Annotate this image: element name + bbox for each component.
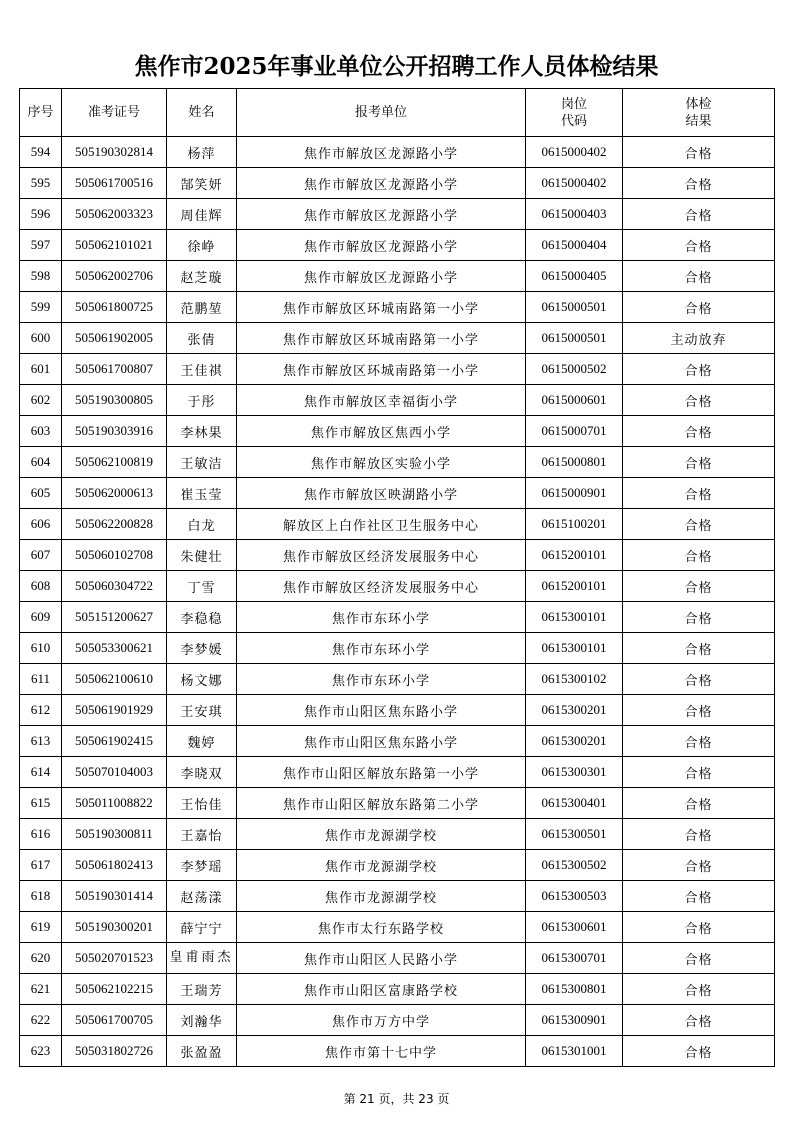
cell-seq: 617 [20, 850, 62, 881]
cell-post-code: 0615300101 [526, 602, 623, 633]
results-table [19, 88, 775, 1067]
cell-post-code: 0615300301 [526, 757, 623, 788]
cell-unit: 焦作市解放区经济发展服务中心 [237, 571, 526, 602]
cell-unit: 焦作市解放区映湖路小学 [237, 478, 526, 509]
cell-unit: 焦作市东环小学 [237, 664, 526, 695]
table-row [20, 354, 775, 385]
cell-post-code: 0615000801 [526, 447, 623, 478]
cell-exam-number: 505062100819 [62, 447, 167, 478]
cell-unit: 焦作市万方中学 [237, 1005, 526, 1036]
header-row [20, 89, 775, 137]
cell-result: 合格 [623, 912, 775, 943]
cell-post-code: 0615300502 [526, 850, 623, 881]
cell-seq: 619 [20, 912, 62, 943]
cell-seq: 623 [20, 1036, 62, 1067]
cell-result: 合格 [623, 881, 775, 912]
header-post-code: 岗位 代码 [526, 89, 623, 137]
cell-name: 周佳辉 [167, 199, 237, 230]
table-row [20, 168, 775, 199]
cell-seq: 622 [20, 1005, 62, 1036]
cell-exam-number: 505190300201 [62, 912, 167, 943]
cell-exam-number: 505061902005 [62, 323, 167, 354]
cell-result: 合格 [623, 416, 775, 447]
cell-exam-number: 505062003323 [62, 199, 167, 230]
cell-exam-number: 505020701523 [62, 943, 167, 974]
cell-seq: 603 [20, 416, 62, 447]
cell-exam-number: 505061902415 [62, 726, 167, 757]
cell-post-code: 0615000601 [526, 385, 623, 416]
cell-name: 朱健壮 [167, 540, 237, 571]
cell-seq: 599 [20, 292, 62, 323]
cell-post-code: 0615300503 [526, 881, 623, 912]
cell-result: 合格 [623, 633, 775, 664]
cell-seq: 612 [20, 695, 62, 726]
cell-name: 白龙 [167, 509, 237, 540]
cell-exam-number: 505062101021 [62, 230, 167, 261]
table-row [20, 540, 775, 571]
cell-result: 合格 [623, 974, 775, 1005]
table-row [20, 1005, 775, 1036]
cell-result: 合格 [623, 292, 775, 323]
cell-unit: 焦作市解放区龙源路小学 [237, 199, 526, 230]
cell-post-code: 0615000403 [526, 199, 623, 230]
table-header [20, 89, 775, 137]
cell-unit: 焦作市山阳区焦东路小学 [237, 695, 526, 726]
cell-unit: 焦作市山阳区焦东路小学 [237, 726, 526, 757]
cell-post-code: 0615000404 [526, 230, 623, 261]
cell-post-code: 0615300501 [526, 819, 623, 850]
table-row [20, 416, 775, 447]
cell-name: 崔玉莹 [167, 478, 237, 509]
cell-seq: 601 [20, 354, 62, 385]
cell-seq: 595 [20, 168, 62, 199]
cell-unit: 焦作市太行东路学校 [237, 912, 526, 943]
cell-name: 李晓双 [167, 757, 237, 788]
cell-name: 王怡佳 [167, 788, 237, 819]
cell-post-code: 0615000402 [526, 168, 623, 199]
cell-result: 合格 [623, 726, 775, 757]
cell-post-code: 0615300201 [526, 695, 623, 726]
cell-result: 合格 [623, 447, 775, 478]
table-row [20, 230, 775, 261]
cell-post-code: 0615300101 [526, 633, 623, 664]
cell-exam-number: 505060102708 [62, 540, 167, 571]
cell-result: 合格 [623, 788, 775, 819]
cell-unit: 焦作市龙源湖学校 [237, 819, 526, 850]
cell-unit: 焦作市东环小学 [237, 602, 526, 633]
cell-unit: 焦作市解放区龙源路小学 [237, 230, 526, 261]
table-row [20, 974, 775, 1005]
table-row [20, 478, 775, 509]
cell-unit: 焦作市解放区实验小学 [237, 447, 526, 478]
cell-unit: 解放区上白作社区卫生服务中心 [237, 509, 526, 540]
cell-seq: 597 [20, 230, 62, 261]
cell-seq: 609 [20, 602, 62, 633]
cell-post-code: 0615100201 [526, 509, 623, 540]
cell-result: 合格 [623, 943, 775, 974]
cell-exam-number: 505190303916 [62, 416, 167, 447]
cell-exam-number: 505053300621 [62, 633, 167, 664]
cell-seq: 605 [20, 478, 62, 509]
table-body [20, 137, 775, 1067]
cell-exam-number: 505190300811 [62, 819, 167, 850]
cell-result: 合格 [623, 509, 775, 540]
cell-seq: 594 [20, 137, 62, 168]
table-row [20, 757, 775, 788]
cell-post-code: 0615301001 [526, 1036, 623, 1067]
cell-seq: 620 [20, 943, 62, 974]
cell-post-code: 0615300801 [526, 974, 623, 1005]
cell-name: 王佳祺 [167, 354, 237, 385]
cell-exam-number: 505062100610 [62, 664, 167, 695]
cell-result: 合格 [623, 850, 775, 881]
cell-result: 合格 [623, 819, 775, 850]
cell-result: 合格 [623, 137, 775, 168]
cell-seq: 613 [20, 726, 62, 757]
cell-unit: 焦作市解放区龙源路小学 [237, 261, 526, 292]
cell-unit: 焦作市解放区焦西小学 [237, 416, 526, 447]
table-row [20, 881, 775, 912]
cell-seq: 618 [20, 881, 62, 912]
page-footer: 第 21 页，共 23 页 [343, 1092, 450, 1106]
cell-post-code: 0615300701 [526, 943, 623, 974]
cell-seq: 611 [20, 664, 62, 695]
table-row [20, 664, 775, 695]
cell-result: 合格 [623, 230, 775, 261]
table-row [20, 447, 775, 478]
cell-unit: 焦作市解放区环城南路第一小学 [237, 292, 526, 323]
table-row [20, 633, 775, 664]
cell-seq: 602 [20, 385, 62, 416]
cell-post-code: 0615300201 [526, 726, 623, 757]
cell-name: 刘瀚华 [167, 1005, 237, 1036]
cell-unit: 焦作市山阳区解放东路第一小学 [237, 757, 526, 788]
cell-result: 合格 [623, 664, 775, 695]
cell-exam-number: 505061700516 [62, 168, 167, 199]
table-row [20, 571, 775, 602]
cell-exam-number: 505031802726 [62, 1036, 167, 1067]
cell-exam-number: 505011008822 [62, 788, 167, 819]
cell-result: 合格 [623, 199, 775, 230]
cell-result: 合格 [623, 354, 775, 385]
cell-name: 魏婷 [167, 726, 237, 757]
cell-result: 合格 [623, 478, 775, 509]
header-seq: 序号 [20, 89, 62, 137]
cell-result: 合格 [623, 385, 775, 416]
cell-exam-number: 505190302814 [62, 137, 167, 168]
cell-unit: 焦作市解放区环城南路第一小学 [237, 323, 526, 354]
cell-name: 张倩 [167, 323, 237, 354]
cell-name: 王嘉怡 [167, 819, 237, 850]
cell-exam-number: 505062000613 [62, 478, 167, 509]
cell-exam-number: 505061700807 [62, 354, 167, 385]
cell-unit: 焦作市解放区龙源路小学 [237, 168, 526, 199]
table-row [20, 1036, 775, 1067]
table-row [20, 788, 775, 819]
cell-seq: 610 [20, 633, 62, 664]
cell-unit: 焦作市山阳区解放东路第二小学 [237, 788, 526, 819]
cell-unit: 焦作市解放区环城南路第一小学 [237, 354, 526, 385]
table-row [20, 323, 775, 354]
cell-result: 合格 [623, 168, 775, 199]
cell-post-code: 0615300102 [526, 664, 623, 695]
cell-name: 丁雪 [167, 571, 237, 602]
cell-post-code: 0615000701 [526, 416, 623, 447]
cell-seq: 600 [20, 323, 62, 354]
cell-post-code: 0615000405 [526, 261, 623, 292]
cell-name: 李稳稳 [167, 602, 237, 633]
cell-result: 合格 [623, 1005, 775, 1036]
cell-result: 合格 [623, 602, 775, 633]
cell-unit: 焦作市解放区龙源路小学 [237, 137, 526, 168]
cell-name: 赵荡漾 [167, 881, 237, 912]
cell-seq: 606 [20, 509, 62, 540]
cell-seq: 607 [20, 540, 62, 571]
header-result: 体检 结果 [623, 89, 775, 137]
cell-result: 合格 [623, 261, 775, 292]
cell-post-code: 0615000502 [526, 354, 623, 385]
table-row [20, 137, 775, 168]
cell-result: 合格 [623, 540, 775, 571]
cell-name: 于彤 [167, 385, 237, 416]
cell-unit: 焦作市解放区经济发展服务中心 [237, 540, 526, 571]
cell-seq: 615 [20, 788, 62, 819]
table-row [20, 819, 775, 850]
cell-name: 李梦瑶 [167, 850, 237, 881]
cell-exam-number: 505061700705 [62, 1005, 167, 1036]
cell-exam-number: 505062200828 [62, 509, 167, 540]
table-row [20, 602, 775, 633]
cell-unit: 焦作市第十七中学 [237, 1036, 526, 1067]
cell-exam-number: 505062002706 [62, 261, 167, 292]
table-row [20, 943, 775, 974]
cell-post-code: 0615000501 [526, 323, 623, 354]
table-row [20, 261, 775, 292]
cell-exam-number: 505061802413 [62, 850, 167, 881]
cell-name: 李梦媛 [167, 633, 237, 664]
cell-result: 合格 [623, 695, 775, 726]
table-row [20, 912, 775, 943]
cell-result: 主动放弃 [623, 323, 775, 354]
cell-name: 杨文娜 [167, 664, 237, 695]
cell-name: 皇甫雨杰 [167, 943, 237, 974]
cell-unit: 焦作市山阳区人民路小学 [237, 943, 526, 974]
cell-name: 王安琪 [167, 695, 237, 726]
cell-name: 范鹏堃 [167, 292, 237, 323]
cell-name: 张盈盈 [167, 1036, 237, 1067]
table-row [20, 199, 775, 230]
document-title: 焦作市2025年事业单位公开招聘工作人员体检结果 [134, 53, 659, 80]
header-unit: 报考单位 [237, 89, 526, 137]
table-row [20, 509, 775, 540]
cell-seq: 596 [20, 199, 62, 230]
cell-seq: 621 [20, 974, 62, 1005]
cell-name: 薛宁宁 [167, 912, 237, 943]
cell-exam-number: 505070104003 [62, 757, 167, 788]
cell-exam-number: 505061800725 [62, 292, 167, 323]
cell-seq: 604 [20, 447, 62, 478]
cell-unit: 焦作市东环小学 [237, 633, 526, 664]
cell-post-code: 0615200101 [526, 571, 623, 602]
cell-exam-number: 505151200627 [62, 602, 167, 633]
cell-result: 合格 [623, 757, 775, 788]
cell-name: 杨萍 [167, 137, 237, 168]
table-row [20, 850, 775, 881]
cell-unit: 焦作市龙源湖学校 [237, 850, 526, 881]
cell-post-code: 0615200101 [526, 540, 623, 571]
cell-seq: 608 [20, 571, 62, 602]
cell-unit: 焦作市山阳区富康路学校 [237, 974, 526, 1005]
cell-seq: 616 [20, 819, 62, 850]
cell-unit: 焦作市龙源湖学校 [237, 881, 526, 912]
cell-post-code: 0615300901 [526, 1005, 623, 1036]
table-row [20, 385, 775, 416]
cell-seq: 614 [20, 757, 62, 788]
cell-post-code: 0615000402 [526, 137, 623, 168]
table-row [20, 726, 775, 757]
cell-post-code: 0615000501 [526, 292, 623, 323]
cell-name: 王敏洁 [167, 447, 237, 478]
cell-exam-number: 505062102215 [62, 974, 167, 1005]
header-name: 姓名 [167, 89, 237, 137]
cell-name: 王瑞芳 [167, 974, 237, 1005]
cell-exam-number: 505060304722 [62, 571, 167, 602]
cell-unit: 焦作市解放区幸福街小学 [237, 385, 526, 416]
cell-name: 李林果 [167, 416, 237, 447]
table-row [20, 695, 775, 726]
cell-post-code: 0615000901 [526, 478, 623, 509]
cell-exam-number: 505190300805 [62, 385, 167, 416]
cell-name: 郜笑妍 [167, 168, 237, 199]
table-row [20, 292, 775, 323]
cell-seq: 598 [20, 261, 62, 292]
cell-result: 合格 [623, 1036, 775, 1067]
cell-post-code: 0615300401 [526, 788, 623, 819]
cell-result: 合格 [623, 571, 775, 602]
cell-post-code: 0615300601 [526, 912, 623, 943]
cell-name: 赵芝璇 [167, 261, 237, 292]
cell-name: 徐峥 [167, 230, 237, 261]
cell-exam-number: 505190301414 [62, 881, 167, 912]
cell-exam-number: 505061901929 [62, 695, 167, 726]
header-exam-number: 准考证号 [62, 89, 167, 137]
